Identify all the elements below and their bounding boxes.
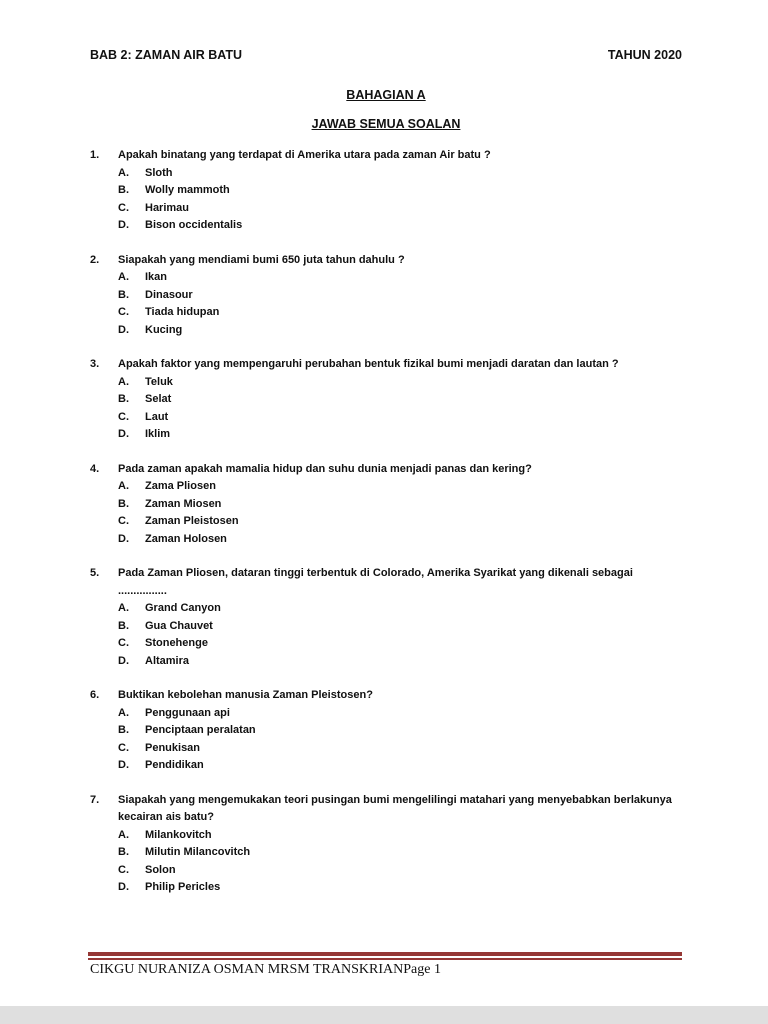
option-letter: B. [118, 846, 129, 858]
option-letter: A. [118, 480, 129, 492]
option-text: Solon [145, 863, 176, 876]
option-text: Penciptaan peralatan [145, 724, 256, 736]
question-number: 1. [90, 149, 100, 161]
question-text: Siapakah yang mendiami bumi 650 juta tahun dahulu ? [118, 253, 405, 266]
option-text: Sloth [145, 166, 173, 179]
option-item [118, 879, 682, 897]
question-row [90, 356, 682, 374]
question-row [90, 565, 682, 600]
option-list [118, 600, 682, 670]
option-item [118, 531, 682, 549]
option-item [118, 391, 682, 409]
option-letter: D. [118, 219, 129, 231]
option-item [118, 722, 682, 740]
option-item [118, 827, 682, 845]
footer-rule-thin [88, 958, 682, 960]
option-item [118, 409, 682, 427]
option-item [118, 653, 682, 671]
page-header [90, 48, 682, 63]
option-item [118, 513, 682, 531]
option-text: Ikan [145, 271, 168, 283]
option-item [118, 600, 682, 618]
question-row [90, 147, 682, 165]
footer-page-number: Page 1 [403, 962, 441, 977]
option-text: Gua Chauvet [145, 619, 213, 632]
option-letter: A. [118, 706, 129, 719]
option-letter: A. [118, 828, 129, 841]
option-item [118, 165, 682, 183]
question-text: Siapakah yang mengemukakan teori pusingan bumi mengelilingi matahari yang menyebabkan berlakunya kecairan ais batu? [118, 793, 672, 823]
option-letter: B. [118, 184, 129, 196]
option-letter: B. [118, 619, 129, 632]
option-item [118, 862, 682, 880]
question-item [90, 792, 682, 897]
question-text: Buktikan kebolehan manusia Zaman Pleistosen? [118, 689, 373, 701]
option-text: Zama Pliosen [145, 480, 216, 492]
option-text: Dinasour [145, 288, 193, 301]
option-text: Milutin Milancovitch [145, 846, 251, 858]
option-letter: D. [118, 759, 129, 771]
option-text: Milankovitch [145, 828, 212, 841]
option-text: Stonehenge [145, 637, 208, 649]
option-text: Iklim [145, 428, 171, 440]
option-item [118, 269, 682, 287]
option-letter: D. [118, 428, 129, 440]
option-list [118, 827, 682, 897]
question-row [90, 687, 682, 705]
option-letter: B. [118, 724, 129, 736]
option-letter: C. [118, 410, 129, 423]
question-row [90, 461, 682, 479]
page-bottom-gutter [0, 1006, 768, 1024]
header-left-text: BAB 2: ZAMAN AIR BATU [90, 48, 243, 62]
option-item [118, 287, 682, 305]
option-text: Philip Pericles [145, 881, 221, 893]
option-item [118, 705, 682, 723]
option-item [118, 426, 682, 444]
question-item [90, 356, 682, 444]
option-text: Grand Canyon [145, 602, 221, 614]
option-letter: C. [118, 515, 129, 527]
option-letter: B. [118, 393, 129, 405]
option-list [118, 374, 682, 444]
question-number: 7. [90, 793, 100, 806]
option-letter: D. [118, 532, 129, 545]
footer-divider [88, 952, 682, 960]
section-subtitle: JAWAB SEMUA SOALAN [311, 117, 461, 131]
question-text: Apakah faktor yang mempengaruhi perubahan bentuk fizikal bumi menjadi daratan dan lautan ? [118, 358, 619, 370]
option-text: Zaman Holosen [145, 532, 227, 545]
option-text: Pendidikan [145, 759, 204, 771]
question-text: Pada zaman apakah mamalia hidup dan suhu dunia menjadi panas dan kering? [118, 462, 532, 475]
option-item [118, 478, 682, 496]
option-text: Penukisan [145, 741, 201, 754]
option-item [118, 200, 682, 218]
option-letter: B. [118, 288, 129, 301]
question-item [90, 687, 682, 775]
footer-author: CIKGU NURANIZA OSMAN MRSM TRANSKRIAN [90, 962, 404, 977]
option-item [118, 374, 682, 392]
option-item [118, 496, 682, 514]
option-list [118, 269, 682, 339]
question-number: 4. [90, 462, 100, 475]
question-item [90, 565, 682, 670]
question-list [90, 147, 682, 897]
option-letter: C. [118, 741, 129, 754]
header-right-text: TAHUN 2020 [607, 48, 682, 62]
option-list [118, 705, 682, 775]
question-item [90, 461, 682, 549]
option-text: Penggunaan api [145, 706, 230, 719]
option-item [118, 322, 682, 340]
option-letter: C. [118, 637, 129, 649]
option-text: Harimau [145, 201, 190, 214]
option-letter: A. [118, 375, 129, 388]
section-title: BAHAGIAN A [346, 88, 426, 102]
question-number: 5. [90, 567, 100, 579]
option-text: Laut [145, 410, 169, 423]
question-number: 3. [90, 358, 100, 370]
option-text: Zaman Pleistosen [145, 515, 239, 527]
option-text: Selat [145, 393, 172, 405]
option-item [118, 757, 682, 775]
option-text: Teluk [145, 375, 173, 388]
question-row [90, 792, 682, 827]
option-text: Tiada hidupan [145, 306, 220, 318]
option-text: Wolly mammoth [145, 184, 230, 196]
option-text: Bison occidentalis [145, 219, 243, 231]
question-number: 6. [90, 689, 100, 701]
question-number: 2. [90, 253, 100, 266]
question-item [90, 252, 682, 340]
option-item [118, 304, 682, 322]
option-letter: C. [118, 201, 129, 214]
option-list [118, 165, 682, 235]
option-letter: D. [118, 323, 129, 336]
option-letter: C. [118, 306, 129, 318]
option-letter: B. [118, 497, 129, 510]
option-item [118, 182, 682, 200]
question-text: Pada Zaman Pliosen, dataran tinggi terbentuk di Colorado, Amerika Syarikat yang dikenali sebagai ................ [118, 567, 633, 597]
option-letter: A. [118, 271, 129, 283]
page-footer [90, 961, 441, 978]
option-letter: D. [118, 881, 129, 893]
option-item [118, 844, 682, 862]
option-text: Kucing [145, 323, 183, 336]
option-text: Altamira [145, 654, 190, 667]
option-letter: A. [118, 602, 129, 614]
option-letter: D. [118, 654, 129, 667]
option-letter: C. [118, 863, 129, 876]
option-list [118, 478, 682, 548]
question-text: Apakah binatang yang terdapat di Amerika utara pada zaman Air batu ? [118, 149, 491, 161]
option-item [118, 635, 682, 653]
option-item [118, 217, 682, 235]
option-text: Zaman Miosen [145, 497, 222, 510]
option-letter: A. [118, 166, 129, 179]
question-row [90, 252, 682, 270]
page-content [90, 48, 682, 914]
option-item [118, 618, 682, 636]
question-item [90, 147, 682, 235]
option-item [118, 740, 682, 758]
